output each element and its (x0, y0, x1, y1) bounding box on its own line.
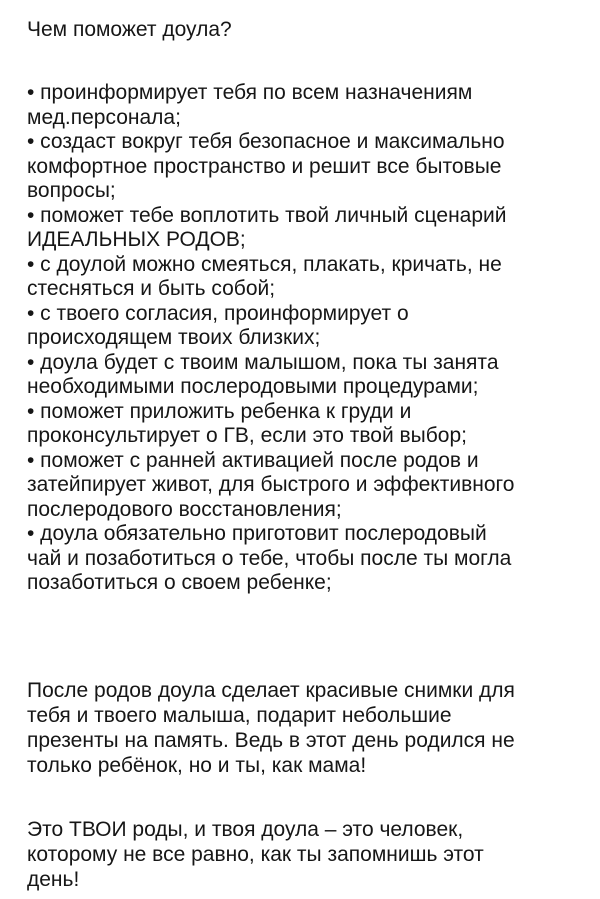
list-item: • создаст вокруг тебя безопасное и максимально комфортное пространство и решит все бытовые вопросы; (27, 130, 505, 202)
list-item: • поможет с ранней активацией после родов и затейпирует живот, для быстрого и эффективного послеродового восстановления; (27, 448, 515, 521)
list-item: • доула обязательно приготовит послеродовый чай и позаботиться о тебе, чтобы после ты могла позаботиться о своем ребенке; (27, 522, 512, 594)
list-item: • с доулой можно смеяться, плакать, кричать, не стесняться и быть собой; (27, 252, 502, 300)
list-item: • доула будет с твоим малышом, пока ты занята необходимыми послеродовыми процедурами; (27, 350, 499, 398)
list-item: • поможет тебе воплотить твой личный сценарий ИДЕАЛЬНЫХ РОДОВ; (27, 203, 507, 251)
paragraph-closing: Это ТВОИ роды, и твоя доула – это человек, которому не все равно, как ты запомнишь этот день! (27, 818, 484, 891)
list-item: • с твоего согласия, проинформирует о происходящем твоих близких; (27, 301, 409, 349)
benefits-list (27, 81, 587, 596)
document-body (27, 17, 587, 891)
list-item: • поможет приложить ребенка к груди и проконсультирует о ГВ, если это твой выбор; (27, 399, 467, 447)
list-item: • проинформирует тебя по всем назначениям мед.персонала; (27, 81, 473, 129)
paragraph-after-birth: После родов доула сделает красивые снимки для тебя и твоего малыша, подарит небольшие презенты на память. Ведь в этот день родился не только ребёнок, но и ты, как мама! (27, 679, 515, 777)
page-title: Чем поможет доула? (27, 18, 232, 41)
